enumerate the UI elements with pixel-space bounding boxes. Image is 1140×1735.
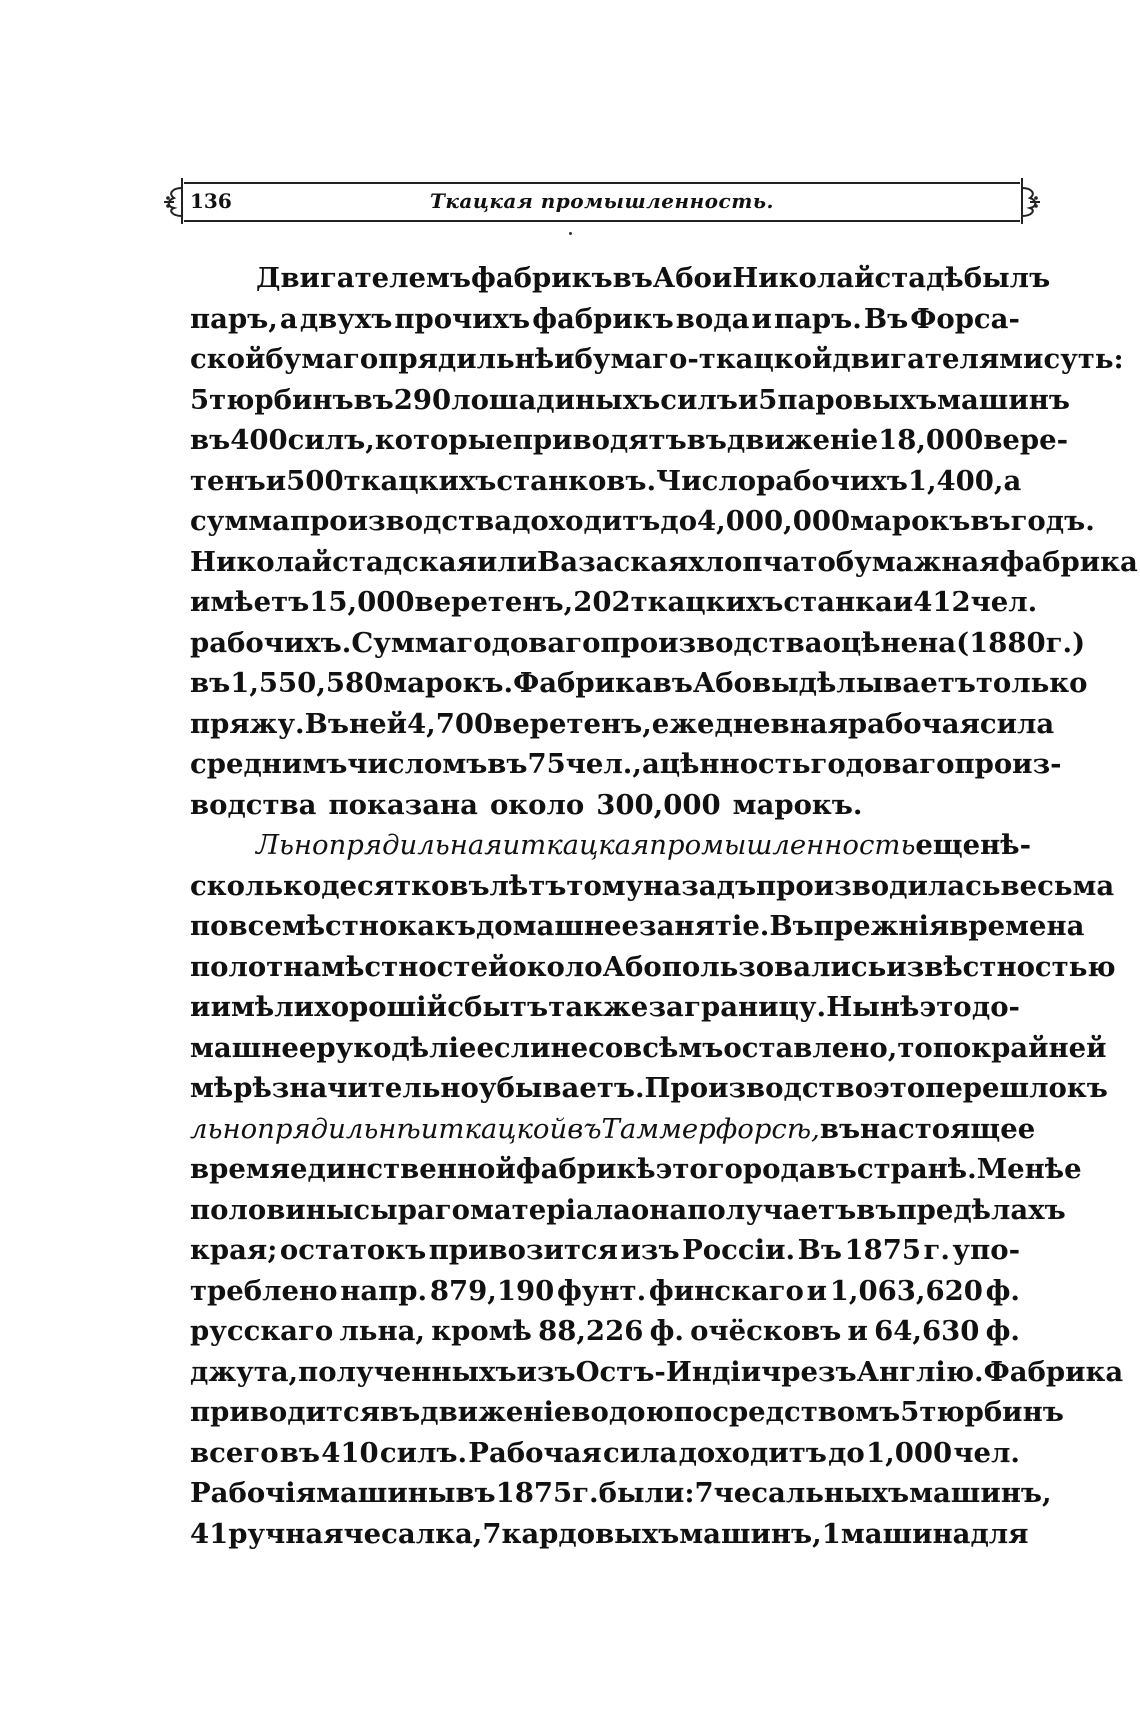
text-line: машнее рукодѣліе если не совсѣмъ оставлено, то покрайней xyxy=(190,1031,1107,1064)
text-line: 5 тюрбинъ въ 290 лошадиныхъ силъ и 5 паровыхъ машинъ xyxy=(190,383,1070,416)
text-line: приводится въ движеніе водою посредствомъ 5 тюрбинъ xyxy=(190,1396,1064,1428)
page-number: 136 xyxy=(190,189,232,213)
text-line: въ 400 силъ, которые приводятъ въ движеніе 18,000 вере- xyxy=(190,424,1069,456)
text-line: имѣетъ 15,000 веретенъ, 202 ткацкихъ станка и 412 чел. xyxy=(190,586,1038,618)
text-line: Николайстадская или Вазаская хлопчатобумажная фабрика xyxy=(190,545,1138,578)
text-line: время единственной фабрикѣ этого рода въ странѣ. Менѣе xyxy=(190,1153,1082,1185)
paragraph-1 xyxy=(190,258,1138,825)
text-line: сумма производства доходитъ до 4,000,000 марокъ въ годъ. xyxy=(190,505,1095,537)
running-title: Ткацкая промышленность. xyxy=(429,189,775,213)
paragraph-2 xyxy=(190,825,1124,1554)
scan-speck xyxy=(569,232,572,235)
text-line: края; остатокъ привозится изъ Россіи. Въ 1875 г. упо- xyxy=(190,1234,1020,1266)
body-text xyxy=(190,258,1138,1554)
text-line: и имѣли хорошій сбытъ также за границу. Нынѣ это до- xyxy=(190,991,1020,1023)
text-line: 41 ручная чесалка, 7 кардовыхъ машинъ, 1 машина для xyxy=(190,1517,1029,1550)
text-line: пряжу. Въ ней 4,700 веретенъ, ежедневная рабочая сила xyxy=(190,707,1055,740)
text-line: полотна мѣстностей около Або пользовались извѣстностью xyxy=(190,950,1116,983)
text-line: сколько десятковъ лѣтъ тому назадъ производилась весьма xyxy=(190,869,1115,902)
text-line: паръ, а двухъ прочихъ фабрикъ вода и паръ. Въ Форса- xyxy=(190,302,1020,335)
text-line: мѣрѣ значительно убываетъ. Производство это перешло къ xyxy=(190,1072,1108,1104)
text-line: ской бумагопрядильнѣ и бумаго-ткацкой двигателями суть: xyxy=(190,343,1124,375)
text-line: треблено напр. 879,190 фунт. финскаго и 1,063,620 ф. xyxy=(190,1274,1020,1307)
text-line: джута, полученныхъ изъ Остъ-Индіи чрезъ Англію. Фабрика xyxy=(190,1355,1124,1388)
text-line: среднимъ числомъ въ 75 чел., а цѣнность годоваго произ- xyxy=(190,748,1062,780)
text-line: Рабочія машины въ 1875 г. были: 7 чесальныхъ машинъ, xyxy=(190,1477,1052,1509)
text-line: тенъ и 500 ткацкихъ станковъ. Число рабочихъ 1,400, а xyxy=(190,464,1022,497)
text-line: повсемѣстно какъ домашнее занятіе. Въ прежнія времена xyxy=(190,910,1085,942)
text-line: Льнопрядильная и ткацкая промышленность еще нѣ- xyxy=(256,829,1032,861)
text-line: половины сыраго матеріала она получаетъ въ предѣлахъ xyxy=(190,1193,1066,1226)
text-line: въ 1,550,580 марокъ. Фабрика въ Або выдѣлываетъ только xyxy=(190,667,1088,699)
text-line: всего въ 410 силъ. Рабочая сила доходитъ до 1,000 чел. xyxy=(190,1436,1020,1469)
text-line: льнопрядильнѣ и ткацкой въ Таммерфорсѣ, въ настоящее xyxy=(190,1112,1036,1145)
header-rule-top xyxy=(184,182,1020,184)
running-header xyxy=(176,176,1028,224)
text-line: русскаго льна, кромѣ 88,226 ф. очёсковъ и 64,630 ф. xyxy=(190,1315,1020,1347)
header-rule-bottom xyxy=(184,220,1020,222)
right-ornament-icon xyxy=(1012,176,1042,226)
text-line: рабочихъ. Сумма годоваго производства оцѣнена (1880 г.) xyxy=(190,626,1086,659)
text-line: Двигателемъ фабрикъ въ Або и Николайстадѣ былъ xyxy=(256,262,1051,294)
text-line: водства показана около 300,000 марокъ. xyxy=(190,788,863,821)
